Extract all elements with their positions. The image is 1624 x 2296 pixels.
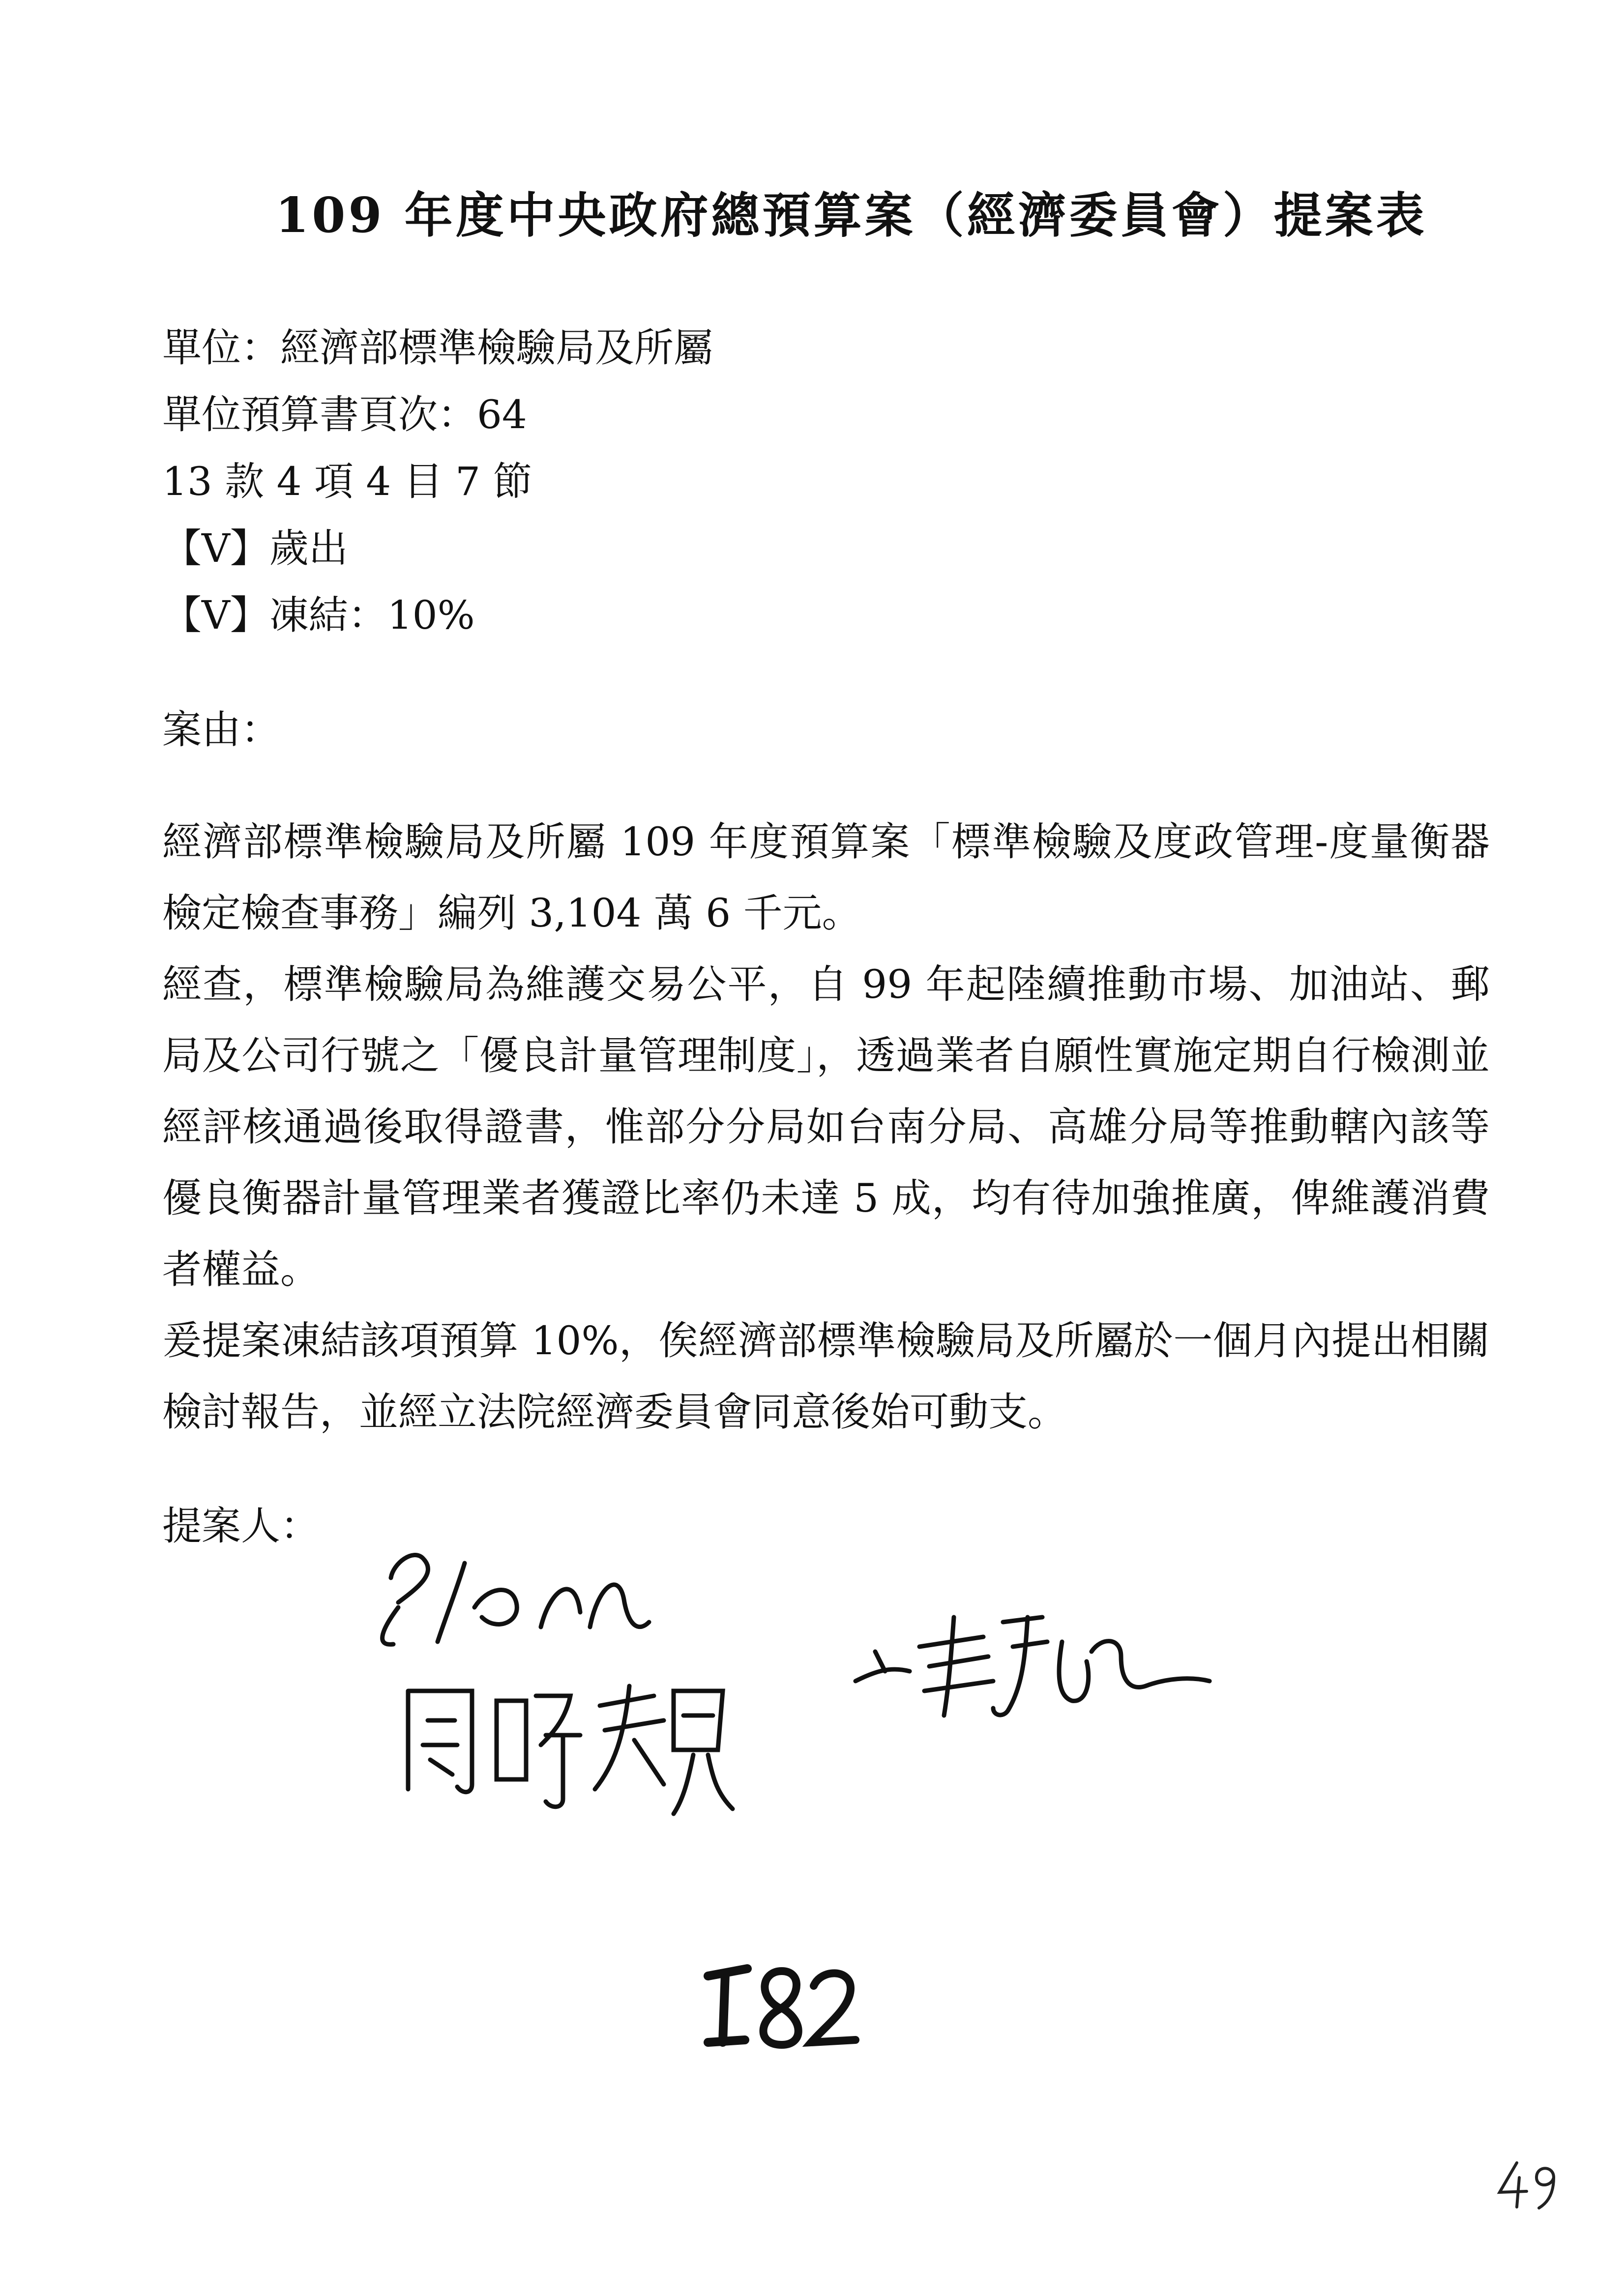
document-title: 109 年度中央政府總預算案（經濟委員會）提案表 [275, 187, 1427, 244]
handwritten-page-number [698, 1961, 865, 2057]
expenditure-line: 【V】歲出 [162, 525, 348, 571]
reason-label: 案由： [162, 707, 280, 753]
signature-2 [388, 1661, 742, 1819]
signature-1 [364, 1529, 679, 1657]
unit-line: 單位：經濟部標準檢驗局及所屬 [162, 325, 713, 371]
reason-paragraph-3: 爰提案凍結該項預算 10%，俟經濟部標準檢驗局及所屬於一個月內提出相關檢討報告，並經立法院經濟委員會同意後始可動支。 [162, 1318, 1490, 1435]
reason-paragraph-1: 經濟部標準檢驗局及所屬 109 年度預算案「標準檢驗及度政管理-度量衡器檢定檢查事務」編列 3,104 萬 6 千元。 [162, 819, 1490, 936]
reason-paragraph-2: 經查，標準檢驗局為維護交易公平，自 99 年起陸續推動市場、加油站、郵局及公司行號之「優良計量管理制度」，透過業者自願性實施定期自行檢測並經評核通過後取得證書，惟部分分局如台南分局、高雄分局等推動轄內該等優良衡器計量管理業者獲證比率仍未達 5 成，均有待加強推廣，俾維護消費者權益。 [162, 961, 1490, 1292]
freeze-line: 【V】凍結：10% [162, 592, 475, 638]
proposal-meta [162, 315, 713, 649]
budget-page-line: 單位預算書頁次：64 [162, 392, 527, 437]
proposer-label: 提案人： [162, 1503, 320, 1549]
classification-line: 13 款 4 項 4 目 7 節 [162, 459, 532, 504]
corner-page-number [1495, 2158, 1564, 2214]
signature-3 [846, 1588, 1219, 1735]
reason-body [162, 806, 1490, 1448]
